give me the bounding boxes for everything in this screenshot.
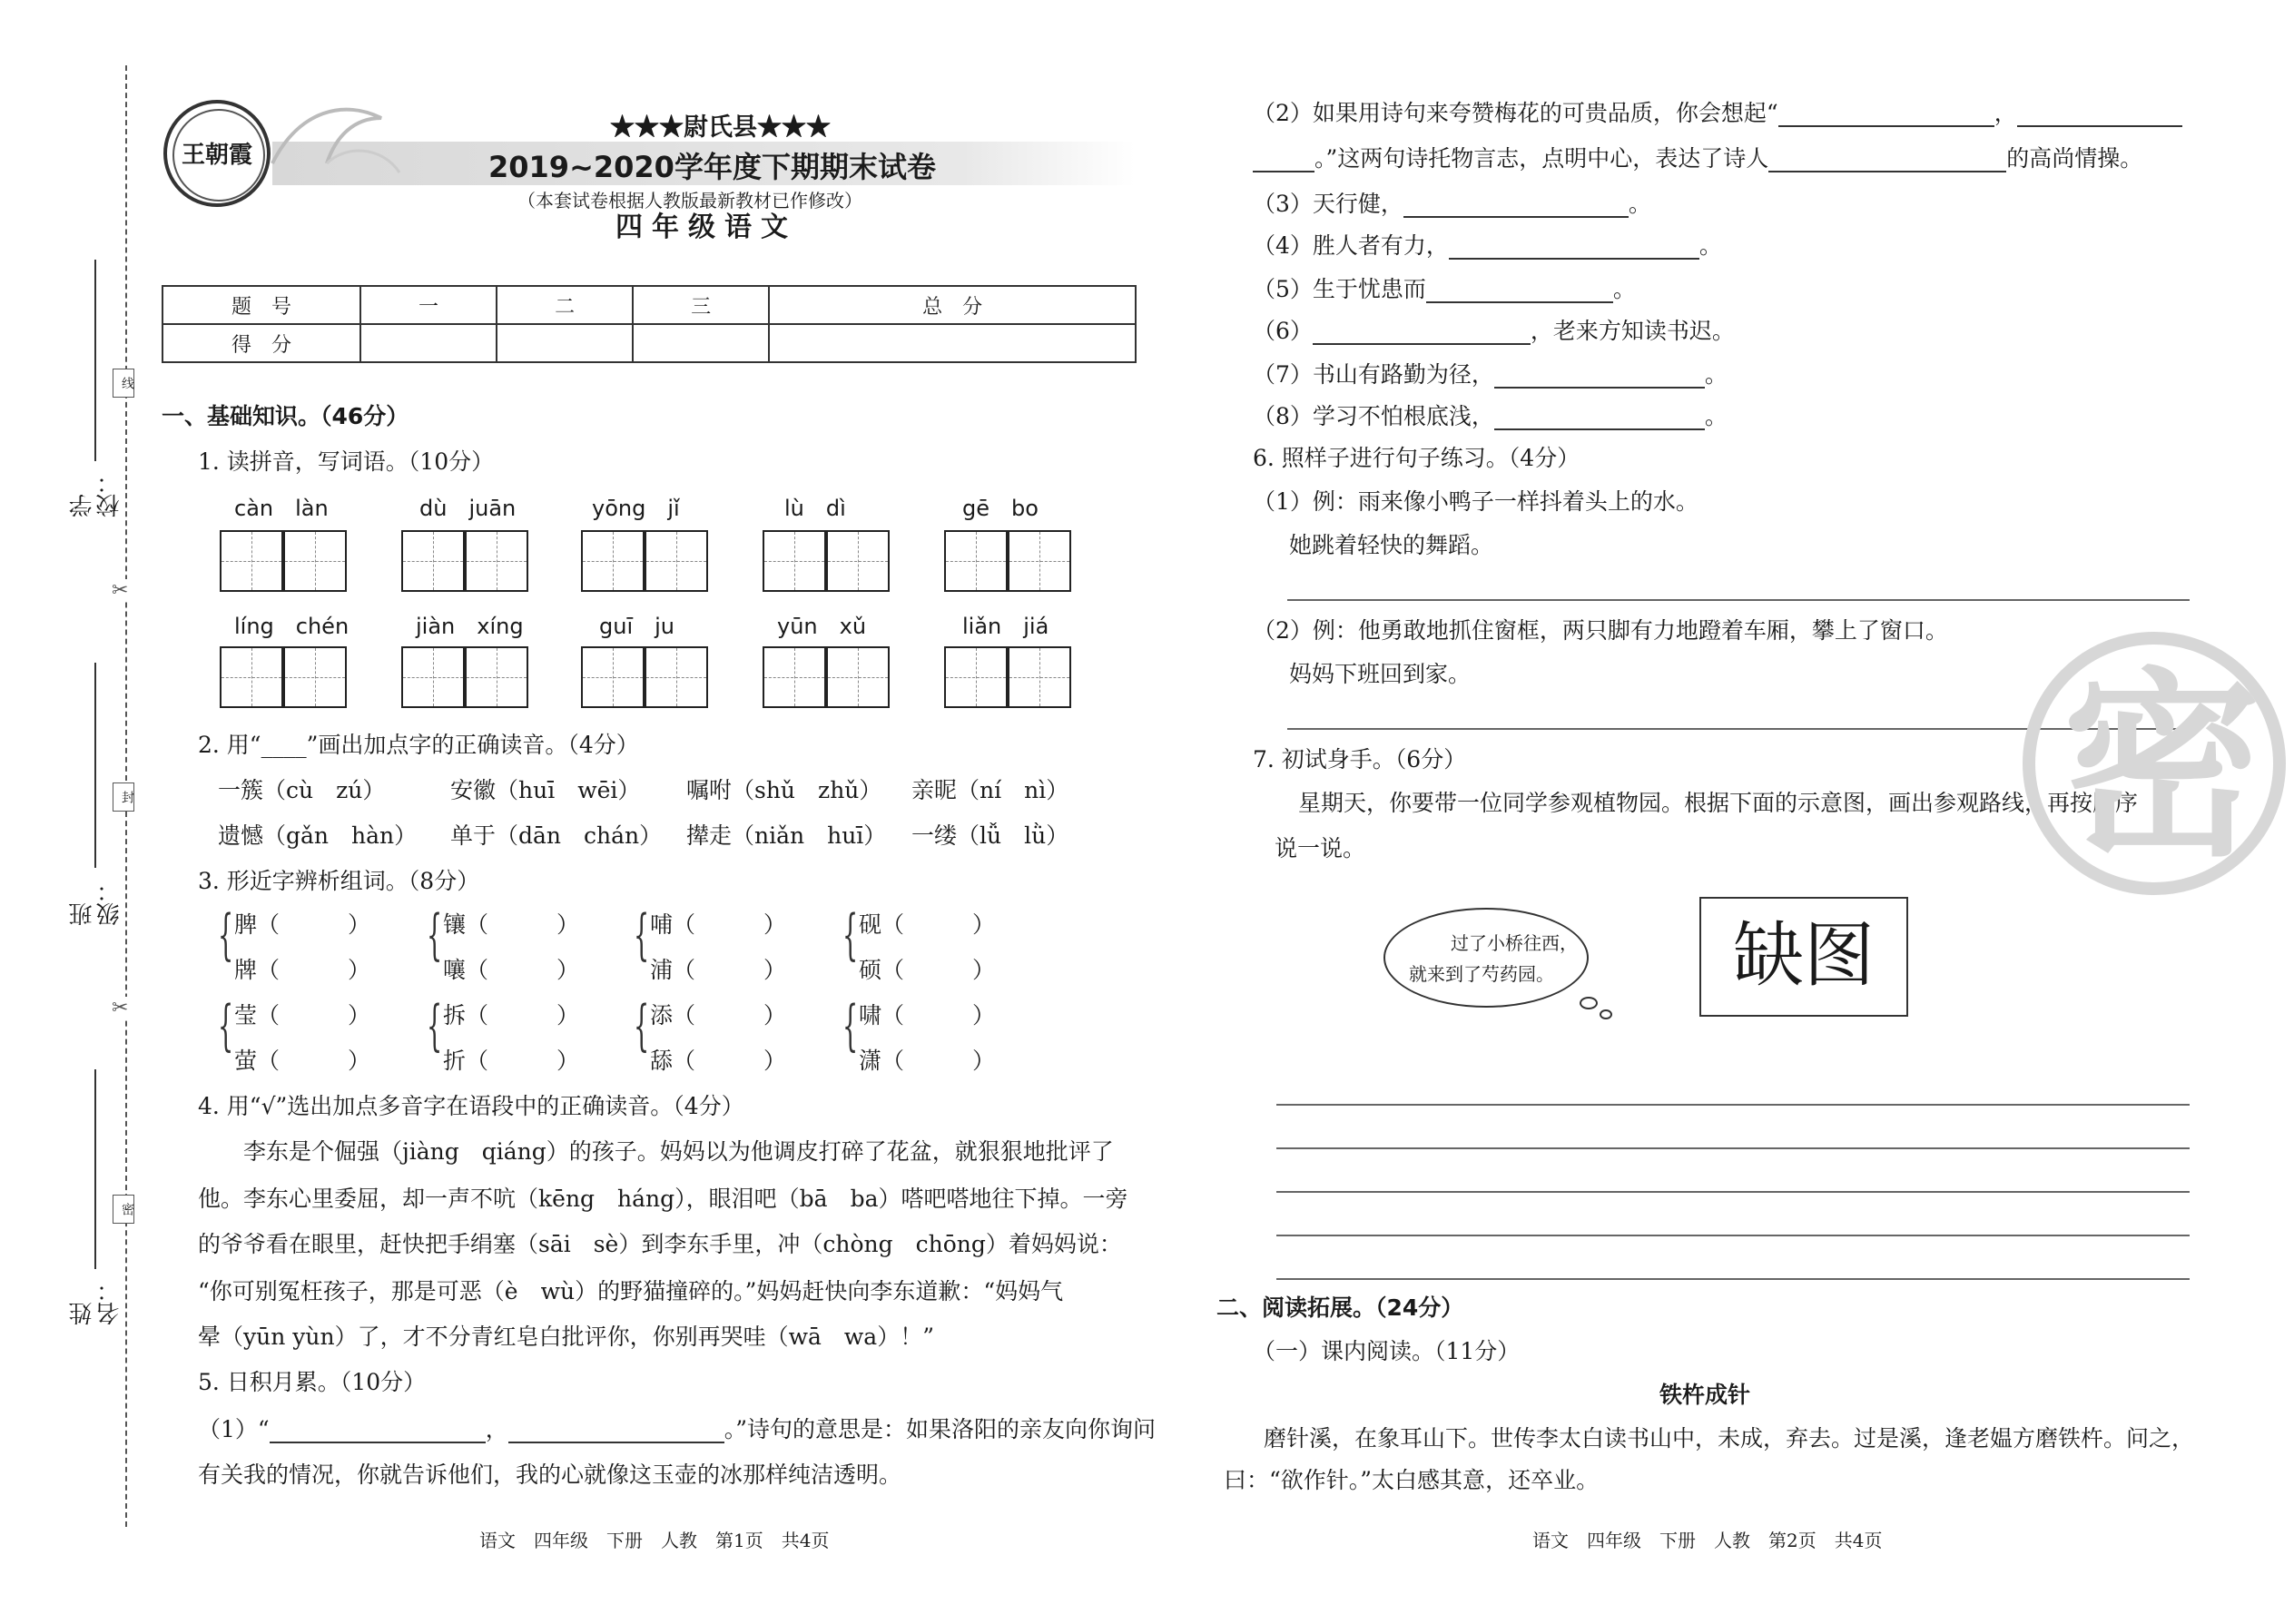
pinyin-label: guī ju xyxy=(599,614,674,639)
section1-title: 一、基础知识。（46分） xyxy=(162,403,409,429)
q5-6-text: （6） xyxy=(1253,318,1313,344)
score-row-label: 得 分 xyxy=(162,324,360,362)
q2-option[interactable]: 亲昵（ní nì） xyxy=(911,777,1069,803)
q2-option[interactable]: 一簇（cù zú） xyxy=(218,777,386,803)
scissors-icon: ✂ xyxy=(112,579,129,602)
q2-title: 2. 用“____”画出加点字的正确读音。（4分） xyxy=(198,732,639,758)
q6-title: 6. 照样子进行句子练习。（4分） xyxy=(1253,445,1580,471)
article-line: 曰：“欲作针。”太白感其意，还卒业。 xyxy=(1224,1467,1600,1493)
score-header: 二 xyxy=(497,286,633,324)
period: 。 xyxy=(1628,191,1651,217)
school-field[interactable] xyxy=(94,260,96,461)
q5-1-line2: 有关我的情况，你就告诉他们，我的心就像这玉壶的冰那样纯洁透明。 xyxy=(198,1462,902,1488)
writing-grid[interactable] xyxy=(645,530,708,592)
seal-feng-box: 封 xyxy=(113,782,134,812)
brace: { xyxy=(842,903,859,967)
blank[interactable] xyxy=(1449,236,1699,260)
footer-right: 语文 四年级 下册 人教 第2页 共4页 xyxy=(1532,1530,1883,1551)
name-field[interactable] xyxy=(94,1069,96,1269)
q3-item[interactable]: 脾（ ） xyxy=(234,911,371,938)
q3-item[interactable]: 萤（ ） xyxy=(234,1048,371,1074)
q5-8 xyxy=(1253,403,1728,430)
answer-line[interactable] xyxy=(1276,1104,2190,1106)
q5-1-comma: ， xyxy=(485,1416,508,1442)
q4-paragraph-line: 他。李东心里委屈，却一声不吭（kēng háng），眼泪吧（bā ba）嗒吧嗒地往下掉。一旁 xyxy=(198,1186,1128,1212)
q5-1-meaning: 。”诗句的意思是：如果洛阳的亲友向你询问 xyxy=(724,1416,1156,1442)
writing-grid[interactable] xyxy=(1008,646,1071,708)
q5-title: 5. 日积月累。（10分） xyxy=(198,1369,427,1395)
q3-item[interactable]: 潇（ ） xyxy=(859,1048,996,1074)
brace: { xyxy=(218,903,234,967)
class-field[interactable] xyxy=(94,663,96,868)
q5-2-comma: ， xyxy=(1994,100,2017,126)
q5-2-end: 的高尚情操。 xyxy=(2006,145,2143,172)
pinyin-label: liǎn jiá xyxy=(962,614,1049,639)
q5-6-end: ，老来方知读书迟。 xyxy=(1530,318,1735,344)
score-header: 总 分 xyxy=(769,286,1136,324)
school-label: 学校： xyxy=(69,470,123,517)
ribbon-decoration xyxy=(263,91,409,191)
blank[interactable] xyxy=(1768,149,2006,172)
bubble-tail xyxy=(1580,997,1598,1009)
logo xyxy=(163,100,271,207)
exam-county: ★★★尉氏县★★★ xyxy=(610,113,831,142)
writing-grid[interactable] xyxy=(944,530,1008,592)
writing-grid[interactable] xyxy=(826,646,890,708)
q5-8-text: （8）学习不怕根底浅， xyxy=(1253,403,1494,429)
exam-title: 2019~2020学年度下期期末试卷 xyxy=(488,150,936,184)
bubble-text: 过了小桥往西， xyxy=(1451,932,1578,954)
brace: { xyxy=(634,903,650,967)
brace: { xyxy=(427,903,443,967)
writing-grid[interactable] xyxy=(465,646,528,708)
writing-grid[interactable] xyxy=(826,530,890,592)
section2-sub: （一）课内阅读。（11分） xyxy=(1253,1338,1521,1364)
q3-item[interactable]: 添（ ） xyxy=(650,1002,787,1029)
period: 。 xyxy=(1612,276,1636,302)
pinyin-label: càn làn xyxy=(234,496,329,521)
q3-item[interactable]: 拆（ ） xyxy=(443,1002,580,1029)
score-header: 三 xyxy=(633,286,769,324)
answer-line[interactable] xyxy=(1276,1278,2190,1280)
q5-3 xyxy=(1253,191,1651,218)
score-header: 题 号 xyxy=(162,286,360,324)
q5-4 xyxy=(1253,232,1722,260)
q5-2-line xyxy=(1253,100,2182,127)
answer-line[interactable] xyxy=(1287,599,2190,601)
q3-item[interactable]: 折（ ） xyxy=(443,1048,580,1074)
q6-2-prompt: 妈妈下班回到家。 xyxy=(1289,661,1472,687)
bubble-text: 就来到了芍药园。 xyxy=(1409,963,1554,985)
blank[interactable] xyxy=(270,1420,486,1443)
writing-grid[interactable] xyxy=(763,530,826,592)
q3-item[interactable]: 莹（ ） xyxy=(234,1002,371,1029)
q4-paragraph-line: 晕（yūn yùn）了，才不分青红皂白批评你，你别再哭哇（wā wa）！” xyxy=(198,1324,934,1350)
blank[interactable] xyxy=(2017,103,2182,127)
blank[interactable] xyxy=(1426,280,1613,303)
pinyin-label: yūn xǔ xyxy=(777,614,867,639)
exam-note: （本套试卷根据人教版最新教材已作修改） xyxy=(517,190,862,212)
q5-7-text: （7）书山有路勤为径， xyxy=(1253,361,1494,388)
q5-2-text2: 。”这两句诗托物言志，点明中心，表达了诗人 xyxy=(1314,145,1769,172)
period: 。 xyxy=(1704,403,1728,429)
q3-item[interactable]: 牌（ ） xyxy=(234,957,371,983)
section2-title: 二、阅读拓展。（24分） xyxy=(1216,1294,1464,1321)
brace: { xyxy=(842,994,859,1058)
period: 。 xyxy=(1704,361,1728,388)
score-header: 一 xyxy=(360,286,497,324)
answer-line[interactable] xyxy=(1276,1191,2190,1193)
article-line: 磨针溪，在象耳山下。世传李太白读书山中，未成，弃去。过是溪，逢老媪方磨铁杵。问之， xyxy=(1264,1425,2195,1452)
q2-option[interactable]: 单于（dān chán） xyxy=(450,822,663,849)
score-cell[interactable] xyxy=(360,324,497,362)
score-cell[interactable] xyxy=(633,324,769,362)
pinyin-label: dù juān xyxy=(419,496,517,521)
answer-line[interactable] xyxy=(1276,1235,2190,1236)
q3-title: 3. 形近字辨析组词。（8分） xyxy=(198,868,480,894)
score-cell[interactable] xyxy=(769,324,1136,362)
confidential-watermark xyxy=(2023,632,2286,895)
brace: { xyxy=(427,994,443,1058)
q2-option[interactable]: 撵走（niǎn huī） xyxy=(686,822,887,849)
q2-option[interactable]: 一缕（lǚ lǜ） xyxy=(911,822,1069,849)
seal-line-box: 线 xyxy=(113,369,134,398)
blank[interactable] xyxy=(1253,149,1314,172)
bubble-tail xyxy=(1600,1009,1612,1019)
q6-2-example: （2）例：他勇敢地抓住窗框，两只脚有力地蹬着车厢，攀上了窗口。 xyxy=(1253,617,1948,644)
q7-text: 说一说。 xyxy=(1275,835,1366,861)
brace: { xyxy=(218,994,234,1058)
q4-title: 4. 用“√”选出加点多音字在语段中的正确读音。（4分） xyxy=(198,1093,744,1119)
writing-grid[interactable] xyxy=(401,530,465,592)
pinyin-label: líng chén xyxy=(234,614,350,639)
blank[interactable] xyxy=(508,1420,724,1443)
score-table xyxy=(162,285,1137,363)
writing-grid[interactable] xyxy=(283,530,347,592)
q3-item[interactable]: 镶（ ） xyxy=(443,911,580,938)
writing-grid[interactable] xyxy=(763,646,826,708)
blank[interactable] xyxy=(1403,194,1629,218)
q5-2-line2 xyxy=(1253,145,2142,172)
q3-item[interactable]: 浦（ ） xyxy=(650,957,787,983)
q7-title: 7. 初试身手。（6分） xyxy=(1253,746,1467,773)
q5-1-line xyxy=(198,1416,1156,1443)
exam-subject: 四年级语文 xyxy=(615,212,797,243)
q3-item[interactable]: 啸（ ） xyxy=(859,1002,996,1029)
q7-text: 星期天，你要带一位同学参观植物园。根据下面的示意图，画出参观路线，再按顺序 xyxy=(1253,790,2139,816)
period: 。 xyxy=(1698,232,1722,259)
missing-image-box: 缺图 xyxy=(1699,897,1908,1017)
q5-1-open: （1）“ xyxy=(198,1416,270,1442)
answer-line[interactable] xyxy=(1276,1147,2190,1149)
writing-grid[interactable] xyxy=(944,646,1008,708)
q2-option[interactable]: 安徽（huī wēi） xyxy=(450,777,641,803)
seal-mi-box: 密 xyxy=(113,1195,134,1224)
pinyin-label: gē bo xyxy=(962,496,1039,521)
scissors-icon: ✂ xyxy=(112,997,129,1019)
pinyin-label: jiàn xíng xyxy=(416,614,524,639)
q3-item[interactable]: 舔（ ） xyxy=(650,1048,787,1074)
score-cell[interactable] xyxy=(497,324,633,362)
article-title: 铁杵成针 xyxy=(1659,1382,1751,1408)
writing-grid[interactable] xyxy=(1008,530,1071,592)
writing-grid[interactable] xyxy=(581,646,645,708)
q3-item[interactable]: 嚷（ ） xyxy=(443,957,580,983)
footer-left: 语文 四年级 下册 人教 第1页 共4页 xyxy=(479,1530,830,1551)
q5-6 xyxy=(1253,318,1735,345)
writing-grid[interactable] xyxy=(645,646,708,708)
blank[interactable] xyxy=(1494,407,1705,430)
writing-grid[interactable] xyxy=(401,646,465,708)
brace: { xyxy=(634,994,650,1058)
writing-grid[interactable] xyxy=(220,530,283,592)
q3-item[interactable]: 砚（ ） xyxy=(859,911,996,938)
q5-5-text: （5）生于忧患而 xyxy=(1253,276,1426,302)
q1-title: 1. 读拼音，写词语。（10分） xyxy=(198,448,495,475)
speech-bubble xyxy=(1383,908,1589,1008)
name-label: 姓名： xyxy=(69,1278,123,1325)
q5-5 xyxy=(1253,276,1636,303)
writing-grid[interactable] xyxy=(220,646,283,708)
q4-paragraph-line: “你可别冤枉孩子，那是可恶（è wù）的野猫撞碎的。”妈妈赶快向李东道歉：“妈妈气 xyxy=(198,1278,1064,1304)
q4-paragraph-line: 的爷爷看在眼里，赶快把手绢塞（sāi sè）到李东手里，冲（chòng chōng）着妈妈说： xyxy=(198,1231,1122,1257)
q2-option[interactable]: 嘱咐（shǔ zhǔ） xyxy=(686,777,882,803)
q2-option[interactable]: 遗憾（gǎn hàn） xyxy=(218,822,418,849)
q4-paragraph-line: 李东是个倔强（jiàng qiáng）的孩子。妈妈以为他调皮打碎了花盆，就狠狠地批评了 xyxy=(198,1138,1114,1165)
watermark-char: 密 xyxy=(2062,651,2262,883)
q3-item[interactable]: 哺（ ） xyxy=(650,911,787,938)
pinyin-label: yōng jǐ xyxy=(592,496,680,521)
q5-4-text: （4）胜人者有力， xyxy=(1253,232,1449,259)
writing-grid[interactable] xyxy=(465,530,528,592)
blank[interactable] xyxy=(1494,365,1705,389)
q5-7 xyxy=(1253,361,1728,389)
logo-text: 王朝霞 xyxy=(181,142,252,169)
q5-3-text: （3）天行健， xyxy=(1253,191,1403,217)
writing-grid[interactable] xyxy=(581,530,645,592)
blank[interactable] xyxy=(1313,321,1531,345)
class-label: 班级： xyxy=(69,879,123,926)
q5-2-text: （2）如果用诗句来夸赞梅花的可贵品质，你会想起“ xyxy=(1253,100,1778,126)
writing-grid[interactable] xyxy=(283,646,347,708)
q3-item[interactable]: 硕（ ） xyxy=(859,957,996,983)
q6-1-example: （1）例：雨来像小鸭子一样抖着头上的水。 xyxy=(1253,488,1698,515)
blank[interactable] xyxy=(1778,103,1994,127)
q6-1-prompt: 她跳着轻快的舞蹈。 xyxy=(1289,532,1494,558)
pinyin-label: lù dì xyxy=(784,496,846,521)
